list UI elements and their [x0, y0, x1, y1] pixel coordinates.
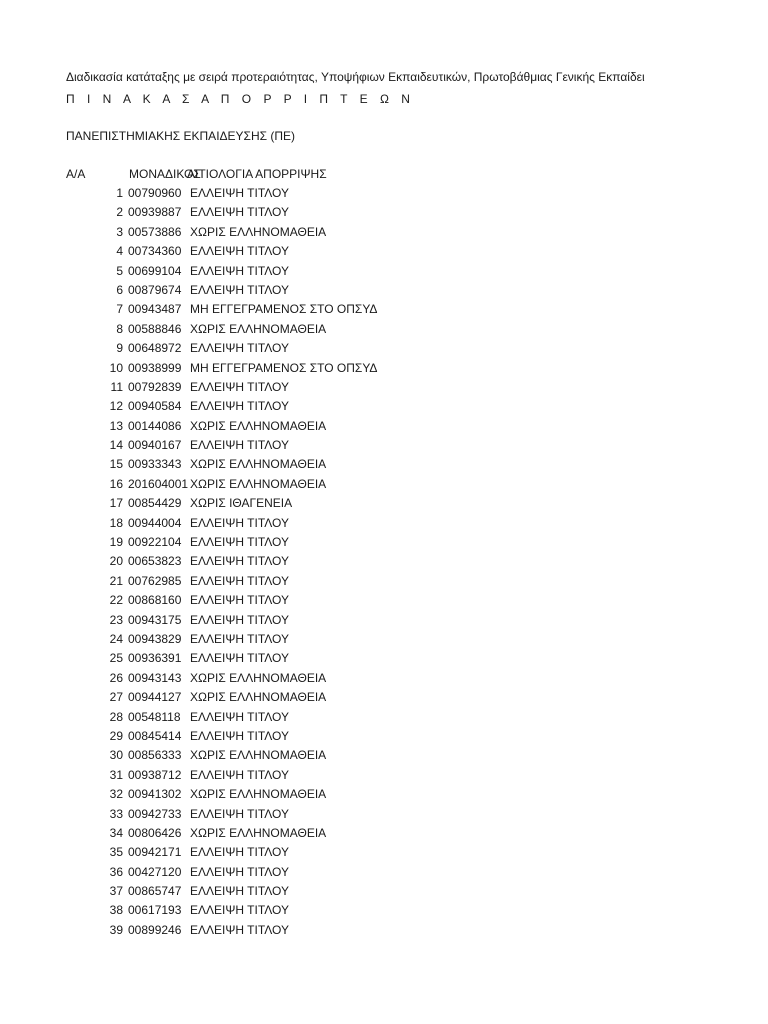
- row-number: 15: [109, 457, 123, 472]
- table-row: [0, 884, 768, 903]
- row-number: 21: [109, 573, 123, 588]
- row-rejection-reason: ΕΛΛΕΙΨΗ ΤΙΤΛΟΥ: [190, 573, 289, 588]
- table-row: [0, 341, 768, 360]
- row-unique-id: 00933343: [128, 457, 182, 472]
- row-number: 8: [116, 321, 123, 336]
- document-title: Διαδικασία κατάταξης με σειρά προτεραιότητας, Υποψήφιων Εκπαιδευτικών, Πρωτοβάθμιας Γενικής Εκπαίδει: [66, 70, 645, 84]
- row-unique-id: 00845414: [128, 728, 182, 743]
- row-number: 33: [109, 806, 123, 821]
- row-rejection-reason: ΕΛΛΕΙΨΗ ΤΙΤΛΟΥ: [190, 282, 289, 297]
- table-row: [0, 613, 768, 632]
- row-number: 39: [109, 922, 123, 937]
- row-rejection-reason: ΕΛΛΕΙΨΗ ΤΙΤΛΟΥ: [190, 806, 289, 821]
- row-number: 14: [109, 438, 123, 453]
- row-rejection-reason: ΕΛΛΕΙΨΗ ΤΙΤΛΟΥ: [190, 535, 289, 550]
- row-unique-id: 00940584: [128, 399, 182, 414]
- table-row: [0, 632, 768, 651]
- table-row: [0, 438, 768, 457]
- row-rejection-reason: ΧΩΡΙΣ ΕΛΛΗΝΟΜΑΘΕΙΑ: [190, 457, 327, 472]
- row-rejection-reason: ΜΗ ΕΓΓΕΓΡΑΜΕΝΟΣ ΣΤΟ ΟΠΣΥΔ: [190, 360, 378, 375]
- row-rejection-reason: ΕΛΛΕΙΨΗ ΤΙΤΛΟΥ: [190, 864, 289, 879]
- row-number: 13: [109, 418, 123, 433]
- row-rejection-reason: ΧΩΡΙΣ ΕΛΛΗΝΟΜΑΘΕΙΑ: [190, 224, 327, 239]
- row-unique-id: 00943175: [128, 612, 182, 627]
- row-unique-id: 00868160: [128, 593, 182, 608]
- row-unique-id: 00879674: [128, 282, 182, 297]
- row-number: 37: [109, 884, 123, 899]
- row-rejection-reason: ΕΛΛΕΙΨΗ ΤΙΤΛΟΥ: [190, 612, 289, 627]
- row-unique-id: 00938712: [128, 767, 182, 782]
- header-rejection-reason: ΑΙΤΙΟΛΟΓΙΑ ΑΠΟΡΡΙΨΗΣ: [187, 167, 327, 181]
- header-unique-id: ΜΟΝΑΔΙΚΟΣ: [129, 167, 201, 181]
- row-number: 6: [116, 282, 123, 297]
- row-number: 3: [116, 224, 123, 239]
- row-number: 27: [109, 690, 123, 705]
- row-rejection-reason: ΕΛΛΕΙΨΗ ΤΙΤΛΟΥ: [190, 709, 289, 724]
- row-number: 32: [109, 787, 123, 802]
- row-rejection-reason: ΕΛΛΕΙΨΗ ΤΙΤΛΟΥ: [190, 515, 289, 530]
- row-unique-id: 00944004: [128, 515, 182, 530]
- row-unique-id: 00854429: [128, 496, 182, 511]
- row-unique-id: 00943143: [128, 670, 182, 685]
- table-row: [0, 283, 768, 302]
- row-number: 38: [109, 903, 123, 918]
- row-number: 31: [109, 767, 123, 782]
- row-number: 20: [109, 554, 123, 569]
- table-row: [0, 787, 768, 806]
- table-row: [0, 651, 768, 670]
- row-number: 35: [109, 845, 123, 860]
- table-row: [0, 826, 768, 845]
- table-row: [0, 205, 768, 224]
- table-row: [0, 264, 768, 283]
- row-number: 24: [109, 631, 123, 646]
- row-number: 18: [109, 515, 123, 530]
- row-unique-id: 00806426: [128, 825, 182, 840]
- table-row: [0, 748, 768, 767]
- row-number: 1: [116, 186, 123, 200]
- row-unique-id: 201604001: [128, 476, 189, 491]
- row-rejection-reason: ΧΩΡΙΣ ΕΛΛΗΝΟΜΑΘΕΙΑ: [190, 321, 327, 336]
- table-row: [0, 399, 768, 418]
- table-row: [0, 710, 768, 729]
- row-number: 36: [109, 864, 123, 879]
- row-unique-id: 00734360: [128, 244, 182, 259]
- table-row: [0, 554, 768, 573]
- row-rejection-reason: ΕΛΛΕΙΨΗ ΤΙΤΛΟΥ: [190, 399, 289, 414]
- row-number: 25: [109, 651, 123, 666]
- row-rejection-reason: ΜΗ ΕΓΓΕΓΡΑΜΕΝΟΣ ΣΤΟ ΟΠΣΥΔ: [190, 302, 378, 317]
- row-rejection-reason: ΕΛΛΕΙΨΗ ΤΙΤΛΟΥ: [190, 244, 289, 259]
- row-unique-id: 00699104: [128, 263, 182, 278]
- row-number: 9: [116, 341, 123, 356]
- table-row: [0, 322, 768, 341]
- row-unique-id: 00144086: [128, 418, 182, 433]
- row-number: 12: [109, 399, 123, 414]
- row-unique-id: 00856333: [128, 748, 182, 763]
- row-rejection-reason: ΕΛΛΕΙΨΗ ΤΙΤΛΟΥ: [190, 631, 289, 646]
- table-row: [0, 535, 768, 554]
- row-rejection-reason: ΕΛΛΕΙΨΗ ΤΙΤΛΟΥ: [190, 884, 289, 899]
- row-number: 23: [109, 612, 123, 627]
- document-subtitle: Π Ι Ν Α Κ Α Σ Α Π Ο Ρ Ρ Ι Π Τ Ε Ω Ν: [66, 92, 415, 106]
- row-number: 26: [109, 670, 123, 685]
- row-unique-id: 00899246: [128, 922, 182, 937]
- row-rejection-reason: ΧΩΡΙΣ ΕΛΛΗΝΟΜΑΘΕΙΑ: [190, 787, 327, 802]
- table-row: [0, 574, 768, 593]
- header-aa: Α/Α: [66, 167, 86, 181]
- row-unique-id: 00942733: [128, 806, 182, 821]
- table-row: [0, 516, 768, 535]
- table-row: [0, 593, 768, 612]
- row-rejection-reason: ΕΛΛΕΙΨΗ ΤΙΤΛΟΥ: [190, 554, 289, 569]
- row-unique-id: 00939887: [128, 205, 182, 220]
- row-number: 4: [116, 244, 123, 259]
- table-row: [0, 671, 768, 690]
- table-row: [0, 361, 768, 380]
- table-row: [0, 244, 768, 263]
- row-number: 28: [109, 709, 123, 724]
- row-rejection-reason: ΧΩΡΙΣ ΕΛΛΗΝΟΜΑΘΕΙΑ: [190, 418, 327, 433]
- row-unique-id: 00938999: [128, 360, 182, 375]
- row-unique-id: 00573886: [128, 224, 182, 239]
- row-unique-id: 00941302: [128, 787, 182, 802]
- row-rejection-reason: ΕΛΛΕΙΨΗ ΤΙΤΛΟΥ: [190, 903, 289, 918]
- row-rejection-reason: ΕΛΛΕΙΨΗ ΤΙΤΛΟΥ: [190, 205, 289, 220]
- row-rejection-reason: ΕΛΛΕΙΨΗ ΤΙΤΛΟΥ: [190, 438, 289, 453]
- row-unique-id: 00940167: [128, 438, 182, 453]
- table-row: [0, 186, 768, 205]
- row-unique-id: 00944127: [128, 690, 182, 705]
- row-number: 34: [109, 825, 123, 840]
- row-number: 2: [116, 205, 123, 220]
- row-rejection-reason: ΕΛΛΕΙΨΗ ΤΙΤΛΟΥ: [190, 651, 289, 666]
- row-rejection-reason: ΕΛΛΕΙΨΗ ΤΙΤΛΟΥ: [190, 186, 289, 200]
- row-unique-id: 00943829: [128, 631, 182, 646]
- row-rejection-reason: ΕΛΛΕΙΨΗ ΤΙΤΛΟΥ: [190, 845, 289, 860]
- table-row: [0, 807, 768, 826]
- row-rejection-reason: ΕΛΛΕΙΨΗ ΤΙΤΛΟΥ: [190, 263, 289, 278]
- row-rejection-reason: ΧΩΡΙΣ ΕΛΛΗΝΟΜΑΘΕΙΑ: [190, 476, 327, 491]
- table-row: [0, 729, 768, 748]
- row-unique-id: 00617193: [128, 903, 182, 918]
- table-row: [0, 496, 768, 515]
- row-unique-id: 00936391: [128, 651, 182, 666]
- table-row: [0, 419, 768, 438]
- table-row: [0, 903, 768, 922]
- row-rejection-reason: ΧΩΡΙΣ ΕΛΛΗΝΟΜΑΘΕΙΑ: [190, 825, 327, 840]
- row-rejection-reason: ΕΛΛΕΙΨΗ ΤΙΤΛΟΥ: [190, 767, 289, 782]
- row-unique-id: 00648972: [128, 341, 182, 356]
- row-number: 11: [110, 379, 123, 394]
- table-row: [0, 845, 768, 864]
- row-number: 5: [116, 263, 123, 278]
- row-unique-id: 00653823: [128, 554, 182, 569]
- row-unique-id: 00427120: [128, 864, 182, 879]
- row-unique-id: 00762985: [128, 573, 182, 588]
- row-unique-id: 00943487: [128, 302, 182, 317]
- table-row: [0, 380, 768, 399]
- rejection-table: [0, 186, 768, 942]
- row-unique-id: 00942171: [128, 845, 182, 860]
- row-rejection-reason: ΕΛΛΕΙΨΗ ΤΙΤΛΟΥ: [190, 728, 289, 743]
- table-row: [0, 477, 768, 496]
- row-number: 29: [109, 728, 123, 743]
- row-unique-id: 00790960: [128, 186, 182, 200]
- row-rejection-reason: ΕΛΛΕΙΨΗ ΤΙΤΛΟΥ: [190, 341, 289, 356]
- table-row: [0, 457, 768, 476]
- row-number: 19: [109, 535, 123, 550]
- row-rejection-reason: ΕΛΛΕΙΨΗ ΤΙΤΛΟΥ: [190, 922, 289, 937]
- table-row: [0, 923, 768, 942]
- table-row: [0, 690, 768, 709]
- row-number: 30: [109, 748, 123, 763]
- row-rejection-reason: ΕΛΛΕΙΨΗ ΤΙΤΛΟΥ: [190, 379, 289, 394]
- table-row: [0, 225, 768, 244]
- section-heading: ΠΑΝΕΠΙΣΤΗΜΙΑΚΗΣ ΕΚΠΑΙΔΕΥΣΗΣ (ΠΕ): [66, 129, 296, 143]
- row-unique-id: 00792839: [128, 379, 182, 394]
- table-row: [0, 302, 768, 321]
- row-number: 10: [109, 360, 123, 375]
- row-unique-id: 00588846: [128, 321, 182, 336]
- row-unique-id: 00865747: [128, 884, 182, 899]
- row-rejection-reason: ΧΩΡΙΣ ΕΛΛΗΝΟΜΑΘΕΙΑ: [190, 748, 327, 763]
- table-row: [0, 865, 768, 884]
- row-rejection-reason: ΕΛΛΕΙΨΗ ΤΙΤΛΟΥ: [190, 593, 289, 608]
- row-unique-id: 00548118: [128, 709, 181, 724]
- row-rejection-reason: ΧΩΡΙΣ ΙΘΑΓΕΝΕΙΑ: [190, 496, 293, 511]
- row-unique-id: 00922104: [128, 535, 182, 550]
- row-rejection-reason: ΧΩΡΙΣ ΕΛΛΗΝΟΜΑΘΕΙΑ: [190, 670, 327, 685]
- row-rejection-reason: ΧΩΡΙΣ ΕΛΛΗΝΟΜΑΘΕΙΑ: [190, 690, 327, 705]
- table-row: [0, 768, 768, 787]
- row-number: 22: [109, 593, 123, 608]
- row-number: 7: [116, 302, 123, 317]
- row-number: 16: [109, 476, 123, 491]
- row-number: 17: [109, 496, 123, 511]
